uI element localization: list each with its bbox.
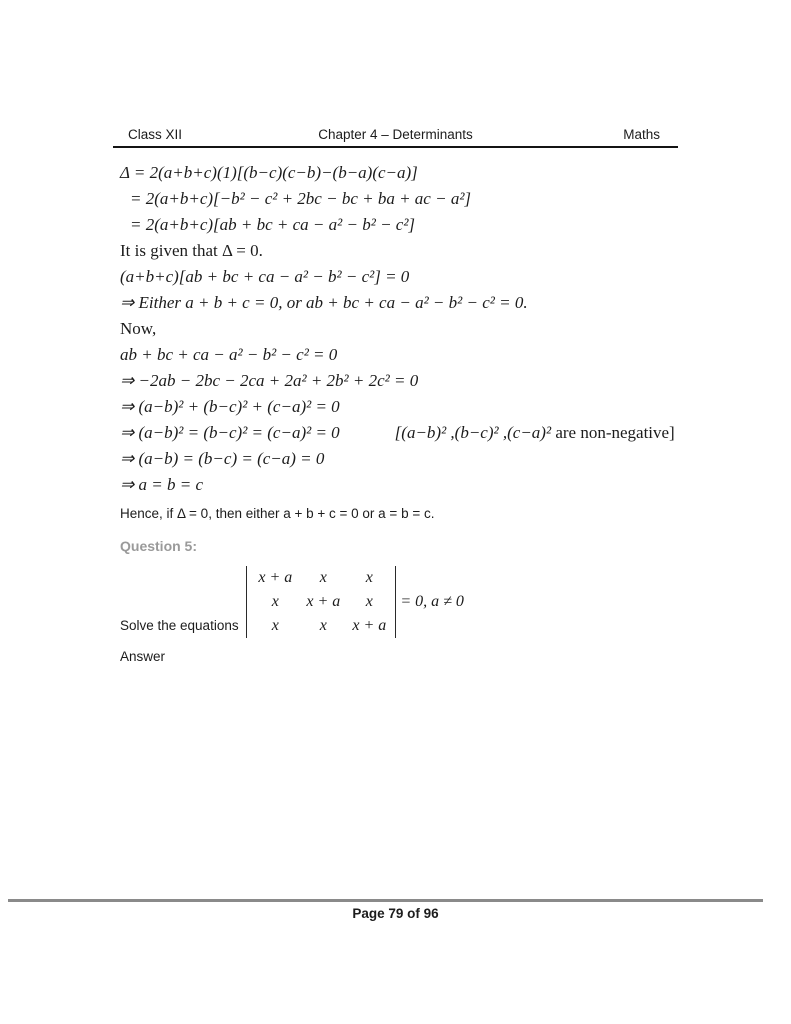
conclusion-text: Hence, if Δ = 0, then either a + b + c = 0 or a = b = c. — [120, 505, 435, 521]
equation-line-2 — [120, 186, 720, 212]
conclusion-statement — [120, 498, 720, 528]
equation-line-1 — [120, 160, 720, 186]
question-5-section — [120, 538, 680, 664]
matrix-cell: x — [271, 593, 279, 610]
note-text: are non-negative] — [551, 423, 675, 442]
header-subject: Maths — [623, 127, 660, 142]
matrix-cell: x — [365, 569, 373, 586]
equation-text: ⇒ (a−b)² = (b−c)² = (c−a)² = 0 — [120, 423, 340, 442]
equation-line-4 — [120, 264, 720, 290]
header-chapter: Chapter 4 – Determinants — [318, 127, 473, 142]
equation-text: (a+b+c)[ab + bc + ca − a² − b² − c²] = 0 — [120, 267, 410, 286]
equation-line-3 — [120, 212, 720, 238]
header-divider — [113, 146, 678, 148]
question-title: Question 5: — [120, 538, 198, 554]
page-number: Page 79 of 96 — [352, 906, 439, 921]
equation-line-9 — [120, 420, 720, 446]
equation-text: ⇒ Either a + b + c = 0, or ab + bc + ca − a² − b² − c² = 0. — [120, 293, 528, 312]
matrix-cell: x — [365, 593, 373, 610]
statement-now — [120, 316, 720, 342]
equation-text: ⇒ (a−b)² + (b−c)² + (c−a)² = 0 — [120, 397, 340, 416]
statement-text: It is given that Δ = 0. — [120, 241, 263, 260]
determinant-matrix — [246, 566, 396, 638]
equation-line-6 — [120, 342, 720, 368]
equation-line-8 — [120, 394, 720, 420]
matrix-cell: x — [319, 617, 327, 634]
statement-given — [120, 238, 720, 264]
equation-line-10 — [120, 446, 720, 472]
page-header — [113, 127, 678, 142]
matrix-cell: x + a — [258, 569, 293, 586]
equation-text: ab + bc + ca − a² − b² − c² = 0 — [120, 345, 338, 364]
note-math: [(a−b)² ,(b−c)² ,(c−a)² — [394, 423, 552, 442]
determinant — [246, 566, 396, 638]
matrix-cell: x + a — [306, 593, 341, 610]
equation-line-11 — [120, 472, 720, 498]
matrix-cell: x — [319, 569, 327, 586]
equation-line-7 — [120, 368, 720, 394]
question-body — [120, 566, 680, 638]
matrix-cell: x + a — [352, 617, 387, 634]
header-class: Class XII — [128, 127, 183, 142]
equation-text: Δ = 2(a+b+c)(1)[(b−c)(c−b)−(b−a)(c−a)] — [120, 163, 418, 182]
equation-text: = 2(a+b+c)[−b² − c² + 2bc − bc + ba + ac − a²] — [130, 189, 472, 208]
determinant-rhs: = 0, a ≠ 0 — [400, 593, 464, 610]
answer-label: Answer — [120, 649, 166, 664]
solution-content — [120, 160, 720, 528]
statement-text: Now, — [120, 319, 157, 338]
equation-line-5 — [120, 290, 720, 316]
equation-text: ⇒ a = b = c — [120, 475, 203, 494]
equation-text: ⇒ −2ab − 2bc − 2ca + 2a² + 2b² + 2c² = 0 — [120, 371, 419, 390]
equation-text: ⇒ (a−b) = (b−c) = (c−a) = 0 — [120, 449, 325, 468]
footer-divider — [8, 899, 763, 902]
non-negative-note — [395, 423, 675, 443]
matrix-cell: x — [271, 617, 279, 634]
equation-text: = 2(a+b+c)[ab + bc + ca − a² − b² − c²] — [130, 215, 416, 234]
question-lead-text: Solve the equations — [120, 618, 243, 633]
